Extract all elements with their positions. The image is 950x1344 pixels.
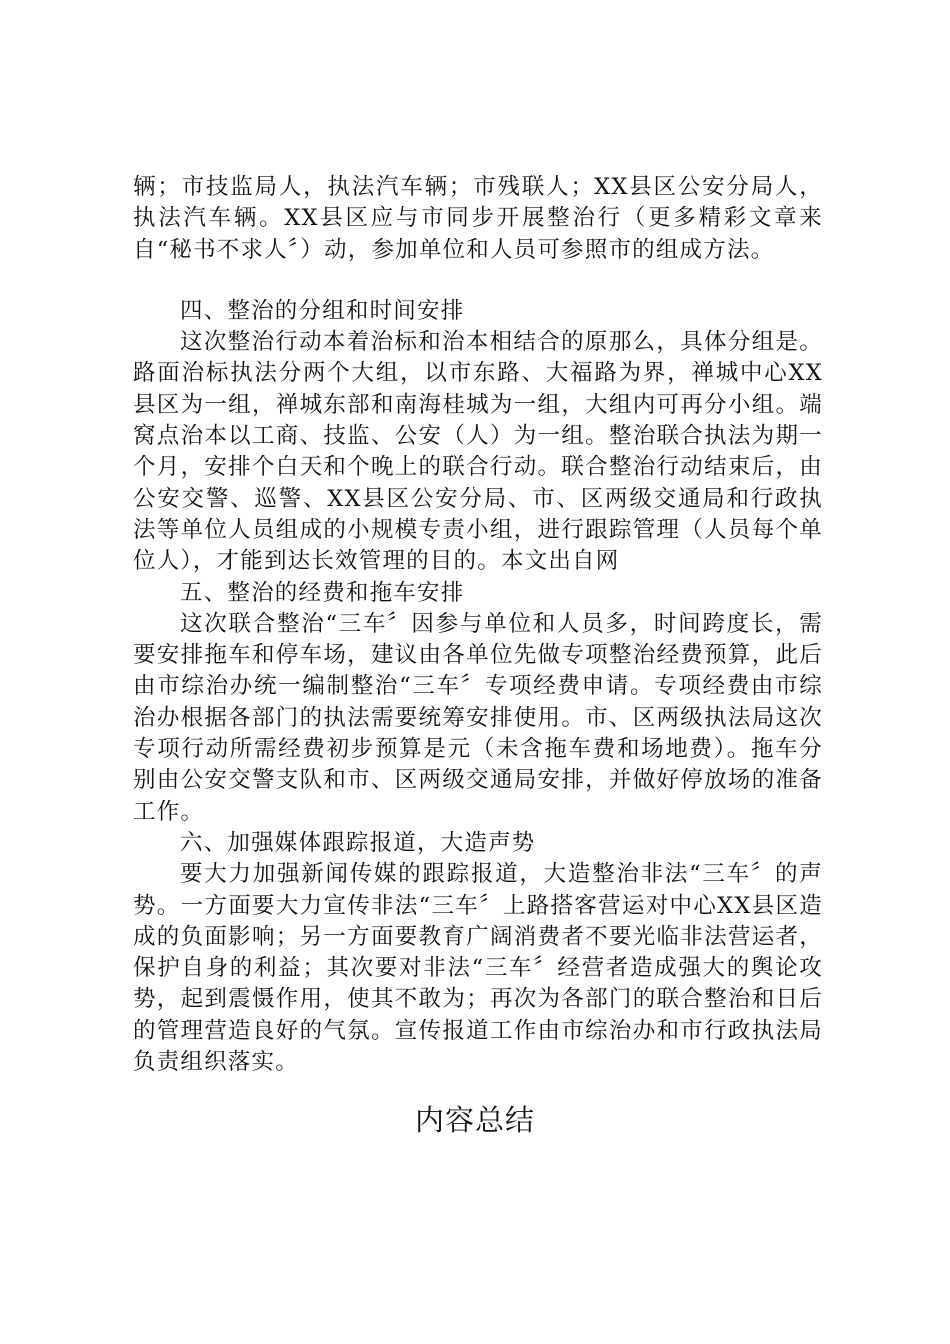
document-body: [133, 172, 823, 1078]
section-heading-grouping-schedule: 四、整治的分组和时间安排: [180, 297, 465, 324]
section-heading-media-coverage: 六、加强媒体跟踪报道，大造声势: [180, 829, 536, 856]
section-heading-funding-towing: 五、整治的经费和拖车安排: [180, 579, 465, 606]
paragraph-gap: [133, 266, 823, 296]
summary-title: 内容总结: [414, 1103, 535, 1137]
paragraph-continuation: 辆；市技监局人，执法汽车辆；市残联人；XX县区公安分局人，执法汽车辆。XX县区应与市同步开展整治行（更多精彩文章来自“秘书不求人〞）动，参加单位和人员可参照市的组成方法。: [133, 174, 823, 263]
paragraph-funding-towing: 这次联合整治“三车〞因参与单位和人员多，时间跨度长，需要安排拖车和停车场，建议由各单位先做专项整治经费预算，此后由市综治办统一编制整治“三车〞专项经费申请。专项经费由市综治办根据各部门的执法需要统筹安排使用。市、区两级执法局这次专项行动所需经费初步预算是元（未含拖车费和场地费）。拖车分别由公安交警支队和市、区两级交通局安排，并做好停放场的准备工作。: [133, 610, 823, 825]
paragraph-grouping-schedule: 这次整治行动本着治标和治本相结合的原那么，具体分组是。路面治标执法分两个大组，以市东路、大福路为界，禅城中心XX县区为一组，禅城东部和南海桂城为一组，大组内可再分小组。端窝点治本以工商、技监、公安（人）为一组。整治联合执法为期一个月，安排个白天和个晚上的联合行动。联合整治行动结束后，由公安交警、巡警、XX县区公安分局、市、区两级交通局和行政执法等单位人员组成的小规模专责小组，进行跟踪管理（人员每个单位人），才能到达长效管理的目的。本文出自网: [133, 329, 823, 575]
paragraph-media-coverage: 要大力加强新闻传媒的跟踪报道，大造整治非法“三车〞的声势。一方面要大力宣传非法“三车〞上路搭客营运对中心XX县区造成的负面影响；另一方面要教育广阔消费者不要光临非法营运者，保护自身的利益；其次要对非法“三车〞经营者造成强大的舆论攻势，起到震慑作用，使其不敢为；再次为各部门的联合整治和日后的管理营造良好的气氛。宣传报道工作由市综治办和市行政执法局负责组织落实。: [133, 861, 823, 1076]
